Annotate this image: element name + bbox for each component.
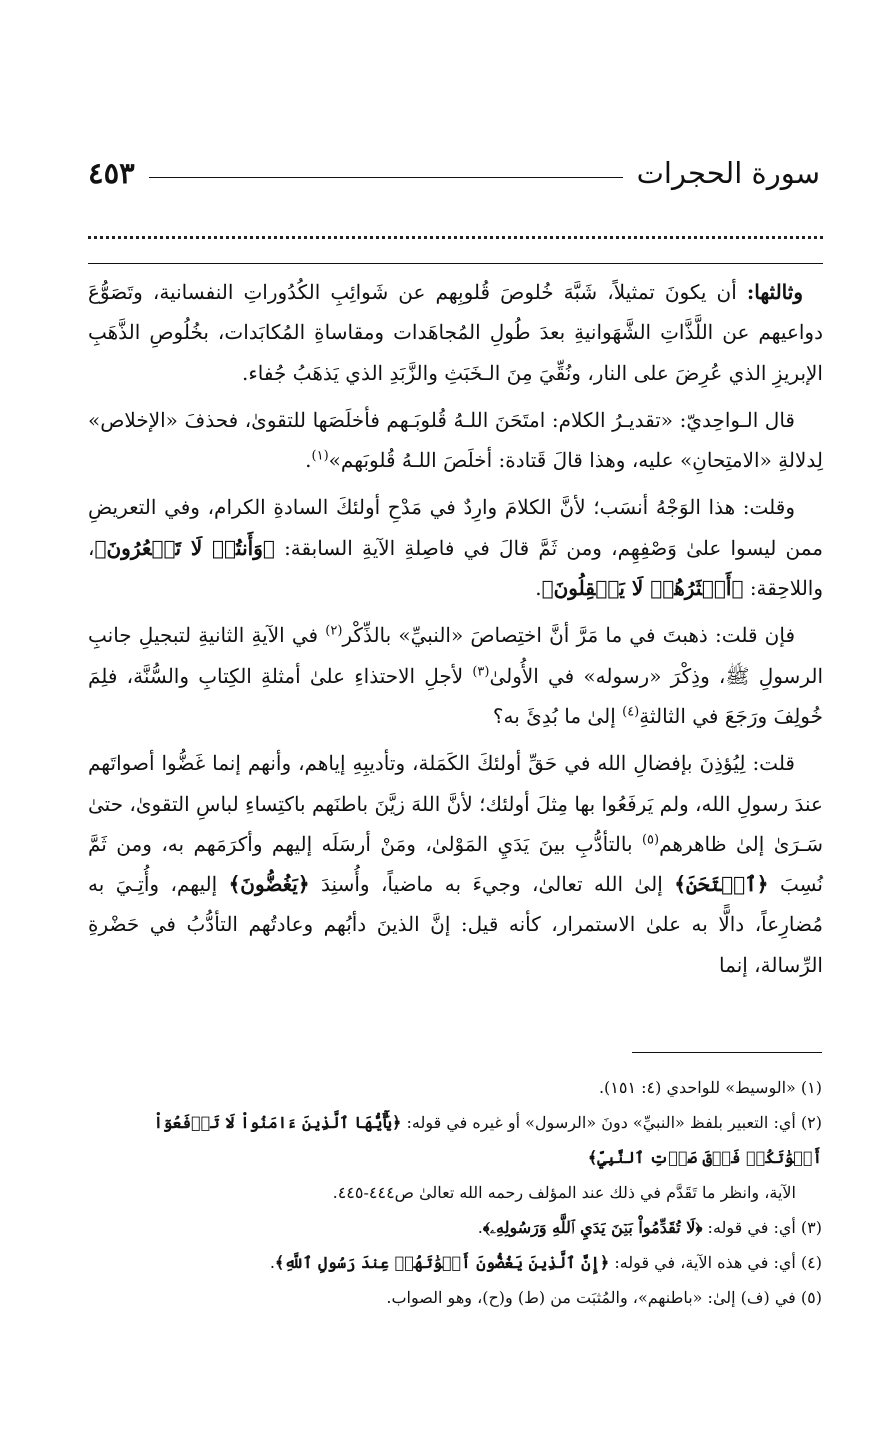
- footnote-1: (١) «الوسيط» للواحدي (٤: ١٥١).: [598, 1078, 822, 1097]
- dotted-separator: [88, 236, 823, 239]
- paragraph-1: [88, 272, 823, 393]
- footnote-5: (٥) في (ف) إلىٰ: «باطنهم»، والمُثبَت من (ط) و(ح)، وهو الصواب.: [386, 1288, 822, 1307]
- footnote-marker-4[interactable]: (٤): [622, 704, 640, 720]
- paragraph-text: في الآيةِ الثانيةِ لتبجيلِ جانبِ الرسولِ ﷺ، وذِكْرَ «رسوله» في الأُولىٰ: [88, 623, 823, 688]
- quran-quote: ﴿يَٰٓأَيُّهَا ٱلَّذِينَ ءَامَنُواْ لَا تَرۡفَعُوٓاْ أَصۡوَٰتَكُمۡ فَوۡقَ صَوۡتِ ٱلنَّبِيِّ﴾: [153, 1113, 822, 1167]
- paragraph-5: [88, 743, 823, 985]
- footnote-text: (٢) أي: التعبير بلفظ «النبيِّ» دونَ «الرسول» أو غيره في قوله:: [406, 1113, 822, 1132]
- paragraph-4: [88, 615, 823, 736]
- paragraph-text: إلىٰ الله تعالىٰ، وجيءَ به ماضياً، وأُسنِدَ: [321, 872, 663, 897]
- quran-quote: ﴿لَا تُقَدِّمُواْ بَيۡنَ يَدَيِ ٱللَّهِ وَرَسُولِهِۦ﴾: [482, 1218, 703, 1237]
- footnote-separator: [632, 1052, 822, 1053]
- running-header: [88, 138, 820, 188]
- paragraph-text: أن يكونَ تمثيلاً، شَبَّهَ خُلوصَ قُلوبِهم عن شَوائِبِ الكُدُوراتِ النفسانية، وتَصَوُّعَ دواعيهم عن اللَّذَّاتِ الشَّهَوانيةِ بعدَ طُولِ المُجاهَدات ومقاساةِ المُكابَدات، بخُلُوصِ الذَّهَبِ الإبريزِ الذي عُرِضَ على النار، ونُقِّيَ مِنَ الـخَبَثِ والزَّبَدِ الذي يَذهَبُ جُفاء.: [88, 280, 823, 385]
- footnote-2: [80, 1105, 822, 1175]
- page-number: ٤٥٣: [88, 156, 135, 190]
- paragraph-text: قلت: لِيُؤذِنَ بإفضالِ الله في حَقِّ أولئكَ الكَمَلة، وتأديبِهِ إياهم، وأنهم إنما غَضُّوا أصواتَهم عندَ رسولِ الله، ولم يَرفَعُوا بها مِثلَ أولئك؛ لأنَّ اللهَ زيَّنَ باطنَهم باكتِساءِ لباسِ التقوىٰ، حتىٰ سَـرَىٰ إلىٰ ظاهرهم: [88, 751, 824, 856]
- quran-quote: ﴿يَغُضُّونَ﴾: [228, 872, 310, 897]
- surah-title: سورة الحجرات: [636, 156, 820, 190]
- footnotes: [80, 1070, 822, 1315]
- footnote-end: .: [477, 1218, 483, 1237]
- paragraph-text: إلىٰ ما بُدِئَ به؟: [492, 703, 616, 728]
- paragraph-text: بالتأدُّبِ بينَ يَدَيِ المَوْلىٰ، ومَنْ أرسَلَه إليهم وأكرَمَهم به، ومن ثَمَّ نُسِبَ: [88, 831, 823, 897]
- paragraph-text: فإن قلت: ذهبتَ في ما مَرَّ أنَّ اختِصاصَ «النبيِّ» بالذِّكْر: [342, 623, 795, 648]
- footnote-4: [80, 1245, 822, 1280]
- header-rule: [149, 177, 623, 178]
- quran-quote: ﴿أَكۡثَرُهُمۡ لَا يَعۡقِلُونَ﴾: [541, 576, 744, 601]
- header-separator: [88, 263, 823, 264]
- paragraph-2: [88, 400, 823, 481]
- footnote-marker-2[interactable]: (٢): [325, 623, 343, 639]
- paragraph-text: ، واللاحِقة:: [88, 535, 823, 601]
- footnote-marker-3[interactable]: (٣): [472, 664, 490, 680]
- paragraph-lead: وثالثها:: [746, 280, 803, 304]
- paragraph-end: .: [305, 448, 312, 473]
- quran-quote: ﴿وَأَنتُمۡ لَا تَشۡعُرُونَ﴾: [94, 535, 275, 560]
- paragraph-end: .: [535, 576, 542, 601]
- paragraph-text: وقلت: هذا الوَجْهُ أنسَب؛ لأنَّ الكلامَ وارِدٌ في مَدْحِ أولئكَ السادةِ الكرام، وفي التعريضِ ممن ليسوا علىٰ وَصْفِهِم، ومن ثَمَّ قالَ في فاصِلةِ الآيةِ السابقة:: [88, 495, 823, 560]
- quran-quote: ﴿إِنَّ ٱلَّذِينَ يَغُضُّونَ أَصۡوَٰتَهُمۡ عِندَ رَسُولِ ٱللَّهِ﴾: [274, 1253, 610, 1272]
- footnote-marker-5[interactable]: (٥): [641, 832, 660, 848]
- quran-quote: ﴿ٱمۡتَحَنَ﴾: [674, 872, 769, 897]
- main-text: [88, 272, 823, 992]
- footnote-end: .: [269, 1253, 275, 1272]
- footnote-marker-1[interactable]: (١): [311, 448, 329, 464]
- paragraph-text: إليهم، وأُتِـيَ به مُضارِعاً، دالًّا به علىٰ الاستمرار، كأنه قيل: إنَّ الذينَ دأبُهم وعادتُهم التأدُّبُ في حَضْرةِ الرِّسالة، إنما: [88, 872, 823, 977]
- footnote-text: (٤) أي: في هذه الآية، في قوله:: [614, 1253, 822, 1272]
- paragraph-3: [88, 487, 823, 608]
- paragraph-text: لأجلِ الاحتذاءِ علىٰ أمثلةِ الكِتابِ والسُّنَّة، فلِمَ خُولِفَ ورَجَعَ في الثالثةِ: [88, 663, 823, 728]
- footnote-text: (٣) أي: في قوله:: [707, 1218, 822, 1237]
- footnote-2-continuation: الآية، وانظر ما تَقَدَّم في ذلك عند المؤلف رحمه الله تعالىٰ ص٤٤٤-٤٤٥.: [332, 1183, 796, 1202]
- footnote-3: [80, 1210, 822, 1245]
- paragraph-text: قال الـواحِديّ: «تقديـرُ الكلام: امتَحَنَ اللـهُ قُلوبَـهم فأخلَصَها للتقوىٰ، فحذفَ «الإخلاص» لِدلالةِ «الامتِحانِ» عليه، وهذا قالَ قَتادة: أخلَصَ اللـهُ قُلوبَهم»: [88, 407, 823, 473]
